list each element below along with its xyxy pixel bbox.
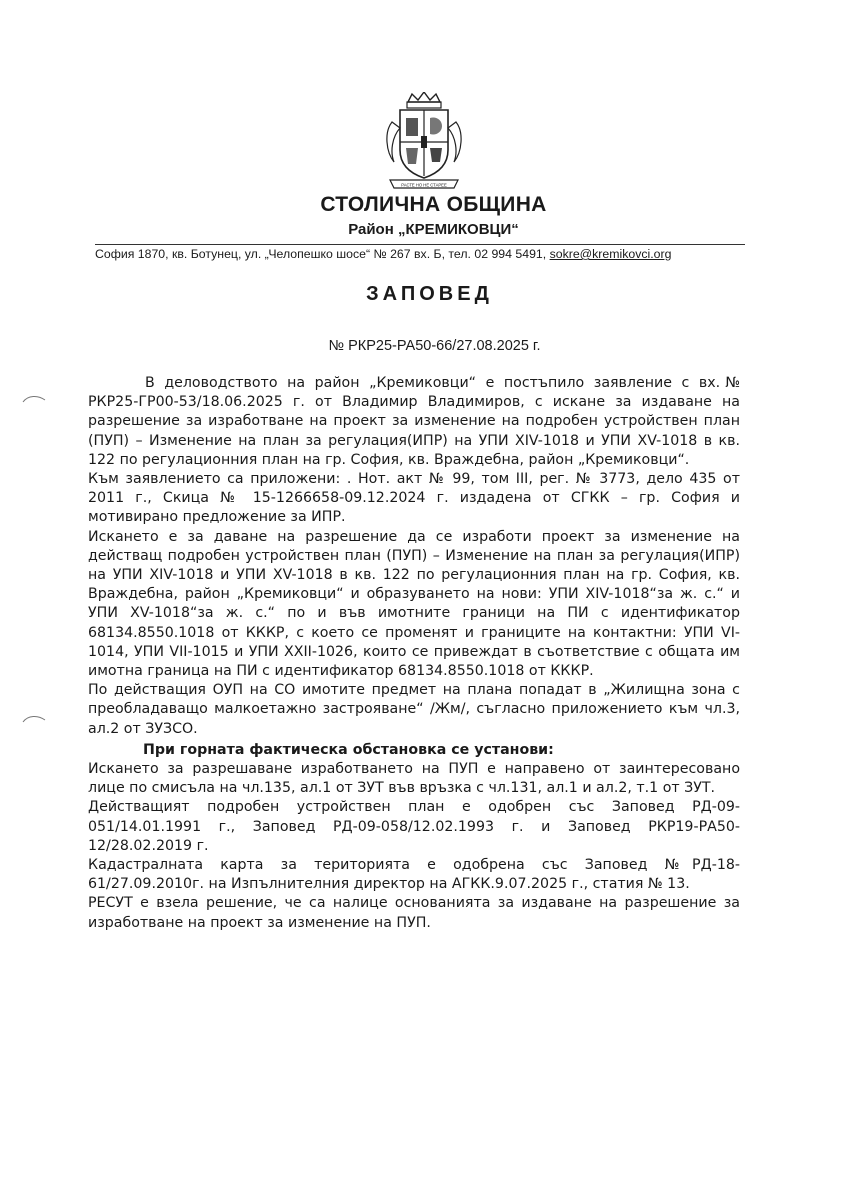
paragraph-attachments: Към заявлението са приложени: . Нот. акт № 99, том III, рег. № 3773, дело 435 от 2011 г., Скица № 15-1266658-09.12.2024 г. издадена от СГКК – гр. София и мотивирано предложение за ИПР. xyxy=(88,471,740,526)
punch-hole-mark-icon xyxy=(22,394,46,404)
paragraph-master-plan: По действащия ОУП на СО имотите предмет на плана попадат в „Жилищна зона с преобладаващо малкоетажно застрояване“ /Жм/, съгласно приложението към чл.3, ал.2 от ЗУЗСО. xyxy=(88,682,740,737)
sofia-coat-of-arms-icon xyxy=(380,92,468,192)
paragraph-finding-4: РЕСУТ е взела решение, че са налице основанията за издаване на разрешение за изработване на проект за изменение на ПУП. xyxy=(88,895,740,931)
punch-hole-mark-icon xyxy=(22,714,46,724)
paragraph-finding-3: Кадастралната карта за територията е одобрена със Заповед №РД-18-61/27.09.2010г. на Изпълнителния директор на АГКК.9.07.2025 г., статия № 13. xyxy=(88,857,740,893)
address-line xyxy=(95,244,745,261)
paragraph-application: В деловодството на район „Кремиковци“ е постъпило заявление с вх.№ РКР25-ГР00-53/18.06.2025 г. от Владимир Владимиров, с искане за издаване на разрешение за изработване на проект за изменение на подробен устройствен план (ПУП) – Изменение на план за регулация(ИПР) на УПИ XIV-1018 и УПИ XV-1018 в кв. 122 по регулационния план на гр. София, кв. Враждебна, район „Кремиковци“. xyxy=(88,375,740,468)
document-body xyxy=(88,374,740,933)
organization-name: СТОЛИЧНА ОБЩИНА xyxy=(320,193,547,216)
document-title: ЗАПОВЕД xyxy=(366,283,493,305)
paragraph-request: Искането е за даване на разрешение да се изработи проект за изменение на действащ подробен устройствен план (ПУП) – Изменение на план за регулация(ИПР) на УПИ XIV-1018 и УПИ XV-1018 в кв. 122 по регулационния план на гр. София, кв. Враждебна, район „Кремиковци“ и образуването на нови: УПИ XIV-1018“за ж. с.“ и УПИ XV-1018“за ж. с.“ по и във имотните граници на ПИ с идентификатор 68134.8550.1018 от КККР, с което се променят и границите на контактни: УПИ VI-1014, УПИ VII-1015 и УПИ XXII-1026, които се привеждат в съответствие с общата им имотна граница на ПИ с идентификатор 68134.8550.1018 от КККР. xyxy=(88,528,740,680)
findings-subheading: При горната фактическа обстановка се установи: xyxy=(143,741,554,758)
paragraph-finding-1: Искането за разрешаване изработването на ПУП е направено от заинтересовано лице по смисъла на чл.135, ал.1 от ЗУТ във връзка с чл.131, ал.1 и ал.2, т.1 от ЗУТ. xyxy=(88,761,740,797)
address-text: София 1870, кв. Ботунец, ул. „Челопешко шосе“ № 267 вх. Б, тел. 02 994 5491, xyxy=(95,247,547,261)
paragraph-finding-2: Действащият подробен устройствен план е одобрен със Заповед РД-09-051/14.01.1991 г., Заповед РД-09-058/12.02.1993 г. и Заповед РКР19-РА50-12/28.02.2019 г. xyxy=(88,799,740,854)
crest-motto: РАСТЕ НО НЕ СТАРЕЕ xyxy=(401,182,447,188)
document-number: № РКР25-РА50-66/27.08.2025 г. xyxy=(328,338,541,354)
email-link[interactable]: sokre@kremikovci.org xyxy=(549,247,672,261)
district-name: Район „КРЕМИКОВЦИ“ xyxy=(348,221,519,238)
